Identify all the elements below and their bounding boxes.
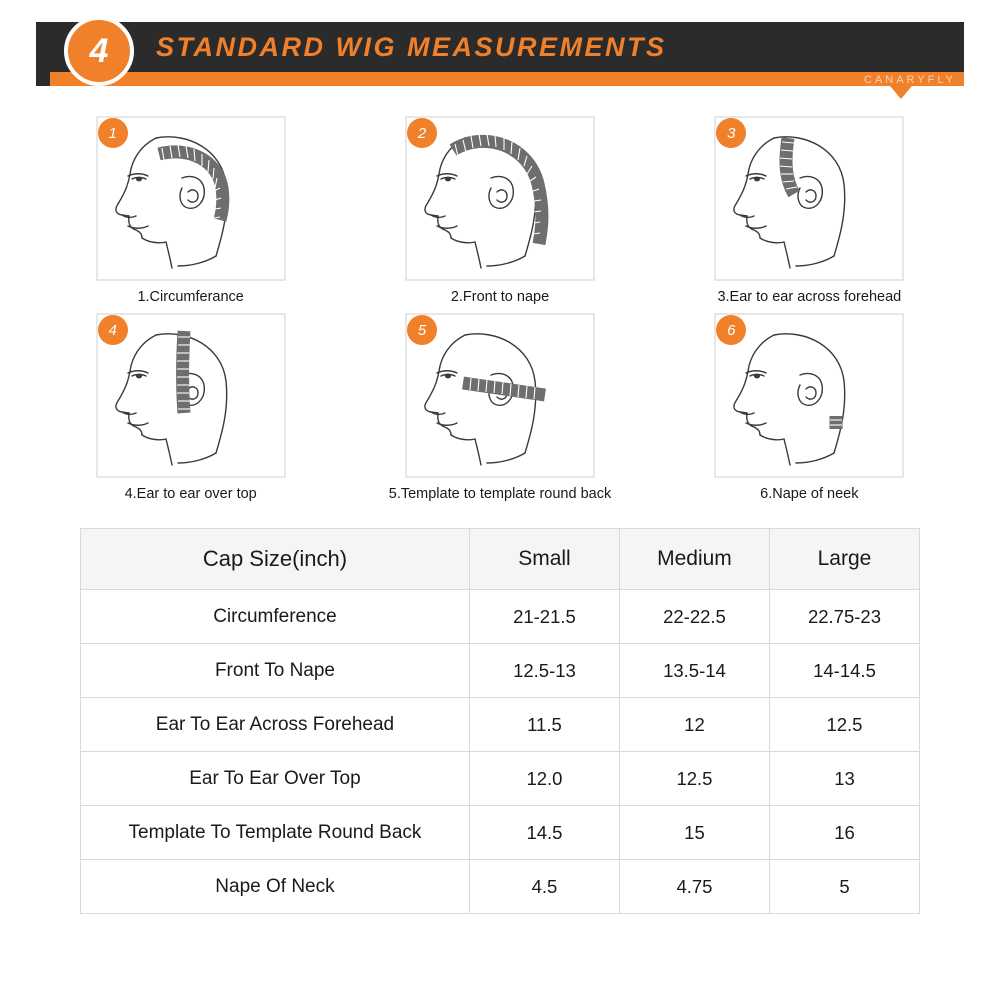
row-label: Nape Of Neck xyxy=(81,860,470,914)
table-row xyxy=(81,806,920,860)
row-value-medium: 15 xyxy=(619,806,769,860)
row-value-small: 14.5 xyxy=(469,806,619,860)
figure-image-3 xyxy=(714,116,904,281)
figure-item-2 xyxy=(345,116,654,305)
row-value-small: 12.0 xyxy=(469,752,619,806)
table-row xyxy=(81,590,920,644)
figure-number-badge-3: 3 xyxy=(716,118,746,148)
row-label: Circumference xyxy=(81,590,470,644)
header-underline-corner xyxy=(36,72,50,86)
row-value-medium: 12 xyxy=(619,698,769,752)
figure-number-badge-2: 2 xyxy=(407,118,437,148)
row-value-medium: 12.5 xyxy=(619,752,769,806)
figure-caption-3: 3.Ear to ear across forehead xyxy=(717,289,902,305)
figure-item-1 xyxy=(36,116,345,305)
row-label: Ear To Ear Across Forehead xyxy=(81,698,470,752)
row-value-small: 12.5-13 xyxy=(469,644,619,698)
figure-number-badge-4: 4 xyxy=(98,315,128,345)
figure-item-6 xyxy=(655,313,964,502)
row-value-large: 14-14.5 xyxy=(769,644,919,698)
table-header-large: Large xyxy=(769,529,919,590)
table-header-cap-size: Cap Size(inch) xyxy=(81,529,470,590)
row-label: Front To Nape xyxy=(81,644,470,698)
row-value-medium: 13.5-14 xyxy=(619,644,769,698)
measurement-figure-grid xyxy=(36,116,964,502)
page-title: STANDARD WIG MEASUREMENTS xyxy=(156,31,667,62)
brand-watermark: CANARYFLY xyxy=(863,74,956,86)
figure-caption-1: 1.Circumferance xyxy=(137,289,244,305)
figure-caption-4: 4.Ear to ear over top xyxy=(124,486,257,502)
row-value-large: 13 xyxy=(769,752,919,806)
table-row xyxy=(81,752,920,806)
figure-image-4 xyxy=(96,313,286,478)
table-header-medium: Medium xyxy=(619,529,769,590)
row-value-large: 5 xyxy=(769,860,919,914)
row-value-small: 11.5 xyxy=(469,698,619,752)
figure-image-1 xyxy=(96,116,286,281)
table-row xyxy=(81,860,920,914)
figure-image-6 xyxy=(714,313,904,478)
header-underline xyxy=(36,72,964,86)
table-header-row xyxy=(81,529,920,590)
row-value-medium: 22-22.5 xyxy=(619,590,769,644)
figure-caption-6: 6.Nape of neek xyxy=(760,486,859,502)
row-value-medium: 4.75 xyxy=(619,860,769,914)
figure-item-3 xyxy=(655,116,964,305)
row-value-small: 21-21.5 xyxy=(469,590,619,644)
header-arrow-icon xyxy=(890,86,912,99)
row-value-large: 22.75-23 xyxy=(769,590,919,644)
figure-caption-5: 5.Template to template round back xyxy=(388,486,612,502)
page-header xyxy=(36,22,964,92)
figure-item-5 xyxy=(345,313,654,502)
figure-image-2 xyxy=(405,116,595,281)
figure-item-4 xyxy=(36,313,345,502)
figure-number-badge-1: 1 xyxy=(98,118,128,148)
row-value-large: 16 xyxy=(769,806,919,860)
table-row xyxy=(81,644,920,698)
row-value-large: 12.5 xyxy=(769,698,919,752)
figure-number-badge-5: 5 xyxy=(407,315,437,345)
row-label: Template To Template Round Back xyxy=(81,806,470,860)
cap-size-table-wrapper xyxy=(80,528,920,914)
figure-image-5 xyxy=(405,313,595,478)
row-value-small: 4.5 xyxy=(469,860,619,914)
step-number-badge: 4 xyxy=(64,16,134,86)
figure-number-badge-6: 6 xyxy=(716,315,746,345)
row-label: Ear To Ear Over Top xyxy=(81,752,470,806)
figure-caption-2: 2.Front to nape xyxy=(450,289,550,305)
table-header-small: Small xyxy=(469,529,619,590)
cap-size-table xyxy=(80,528,920,914)
table-row xyxy=(81,698,920,752)
